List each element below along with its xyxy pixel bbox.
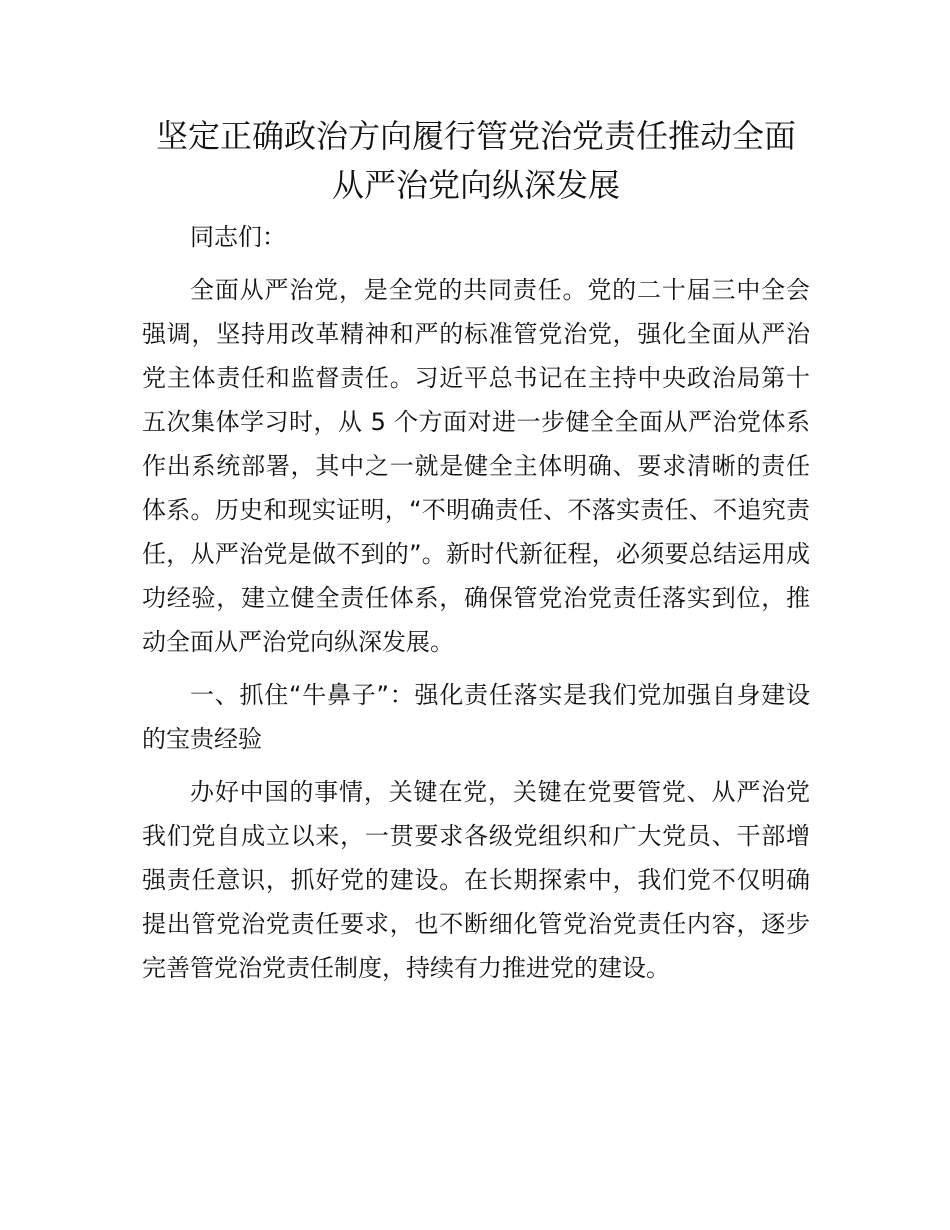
- paragraph-intro: 全面从严治党，是全党的共同责任。党的二十届三中全会强调，坚持用改革精神和严的标准管党治党，强化全面从严治党主体责任和监督责任。习近平总书记在主持中央政治局第十五次集体学习时，从 5 个方面对进一步健全全面从严治党体系作出系统部署，其中之一就是健全主体明确、要求清晰的责任体系。历史和现实证明，“不明确责任、不落实责任、不追究责任，从严治党是做不到的”。新时代新征程，必须要总结运用成功经验，建立健全责任体系，确保管党治党责任落实到位，推动全面从严治党向纵深发展。: [142, 276, 810, 656]
- document-title: [142, 112, 810, 210]
- title-line-1: 坚定正确政治方向履行管党治党责任推动全面: [155, 117, 796, 155]
- salutation: 同志们：: [190, 223, 286, 251]
- document-page: [142, 112, 810, 990]
- section-heading-1: 一、抓住“牛鼻子”：强化责任落实是我们党加强自身建设的宝贵经验: [142, 681, 810, 753]
- title-line-2: 从严治党向纵深发展: [331, 166, 620, 204]
- paragraph-section-1: 办好中国的事情，关键在党，关键在党要管党、从严治党我们党自成立以来，一贯要求各级党组织和广大党员、干部增强责任意识，抓好党的建设。在长期探索中，我们党不仅明确提出管党治党责任要求，也不断细化管党治党责任内容，逐步完善管党治党责任制度，持续有力推进党的建设。: [142, 778, 810, 982]
